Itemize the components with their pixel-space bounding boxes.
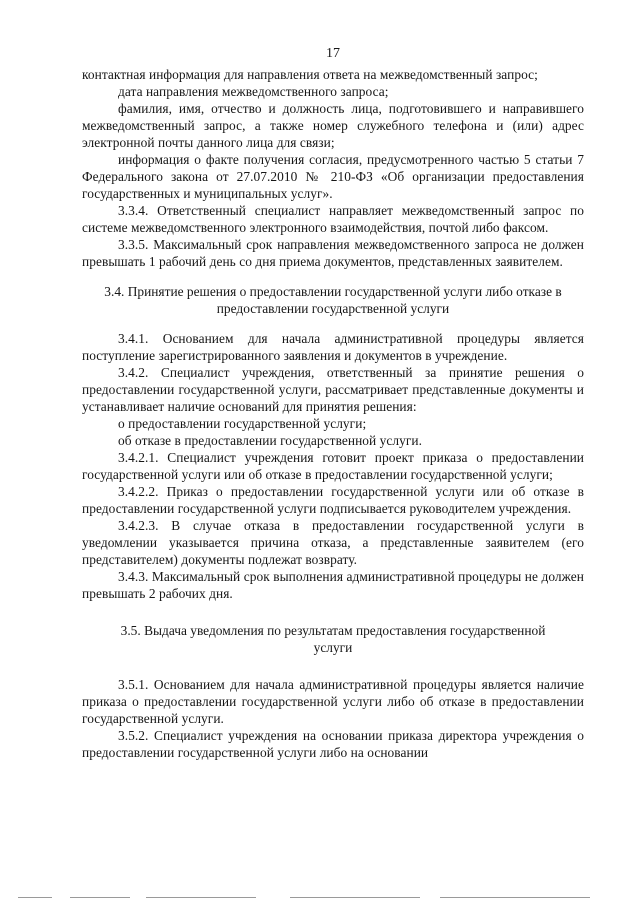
spacer (82, 270, 584, 283)
paragraph: 3.4.2.1. Специалист учреждения готовит проект приказа о предоставлении государственной услуги или об отказе в предоставлении государственной услуги; (82, 450, 584, 482)
paragraph: дата направления межведомственного запроса; (118, 84, 389, 99)
section-heading-3-5: 3.5. Выдача уведомления по результатам предоставления государственной услуги (120, 623, 546, 655)
section-heading-3-4: 3.4. Принятие решения о предоставлении государственной услуги либо отказе в предоставлении государственной услуги (104, 284, 562, 316)
paragraph: фамилия, имя, отчество и должность лица, подготовившего и направившего межведомственный запрос, а также номер служебного телефона и (или) адрес электронной почты данного лица для связи; (82, 101, 584, 150)
scan-edge-marks (0, 897, 640, 901)
paragraph: 3.4.2.3. В случае отказа в предоставлении государственной услуги в уведомлении указывается причина отказа, а представленные заявителем (его представителем) документы подлежат возврату. (82, 518, 584, 567)
paragraph: 3.4.1. Основанием для начала административной процедуры является поступление зарегистрированного заявления и документов в учреждение. (82, 331, 584, 363)
paragraph: о предоставлении государственной услуги; (118, 416, 367, 431)
paragraph: 3.5.1. Основанием для начала административной процедуры является наличие приказа о предоставлении государственной услуги либо об отказе в предоставлении государственной услуги. (82, 677, 584, 726)
paragraph: 3.3.4. Ответственный специалист направляет межведомственный запрос по системе межведомственного электронного взаимодействия, почтой либо факсом. (82, 203, 584, 235)
paragraph: 3.4.2.2. Приказ о предоставлении государственной услуги или об отказе в предоставлении государственной услуги подписывается руководителем учреждения. (82, 484, 584, 516)
spacer (82, 317, 584, 330)
paragraph: 3.4.2. Специалист учреждения, ответственный за принятие решения о предоставлении государственной услуги, рассматривает представленные документы и устанавливает наличие оснований для принятия решения: (82, 365, 584, 414)
paragraph: 3.4.3. Максимальный срок выполнения административной процедуры не должен превышать 2 рабочих дня. (82, 569, 584, 601)
paragraph: информация о факте получения согласия, предусмотренного частью 5 статьи 7 Федерального закона от 27.07.2010 № 210-ФЗ «Об организации предоставления государственных и муниципальных услуг». (82, 152, 584, 201)
spacer (82, 656, 584, 676)
paragraph: об отказе в предоставлении государственной услуги. (118, 433, 423, 448)
paragraph: 3.5.2. Специалист учреждения на основании приказа директора учреждения о предоставлении государственной услуги либо на основании (82, 728, 584, 760)
paragraph: 3.3.5. Максимальный срок направления межведомственного запроса не должен превышать 1 рабочий день со дня приема документов, представленных заявителем. (82, 237, 584, 269)
paragraph: контактная информация для направления ответа на межведомственный запрос; (82, 67, 538, 82)
spacer (82, 602, 584, 622)
page-number: 17 (326, 46, 340, 61)
